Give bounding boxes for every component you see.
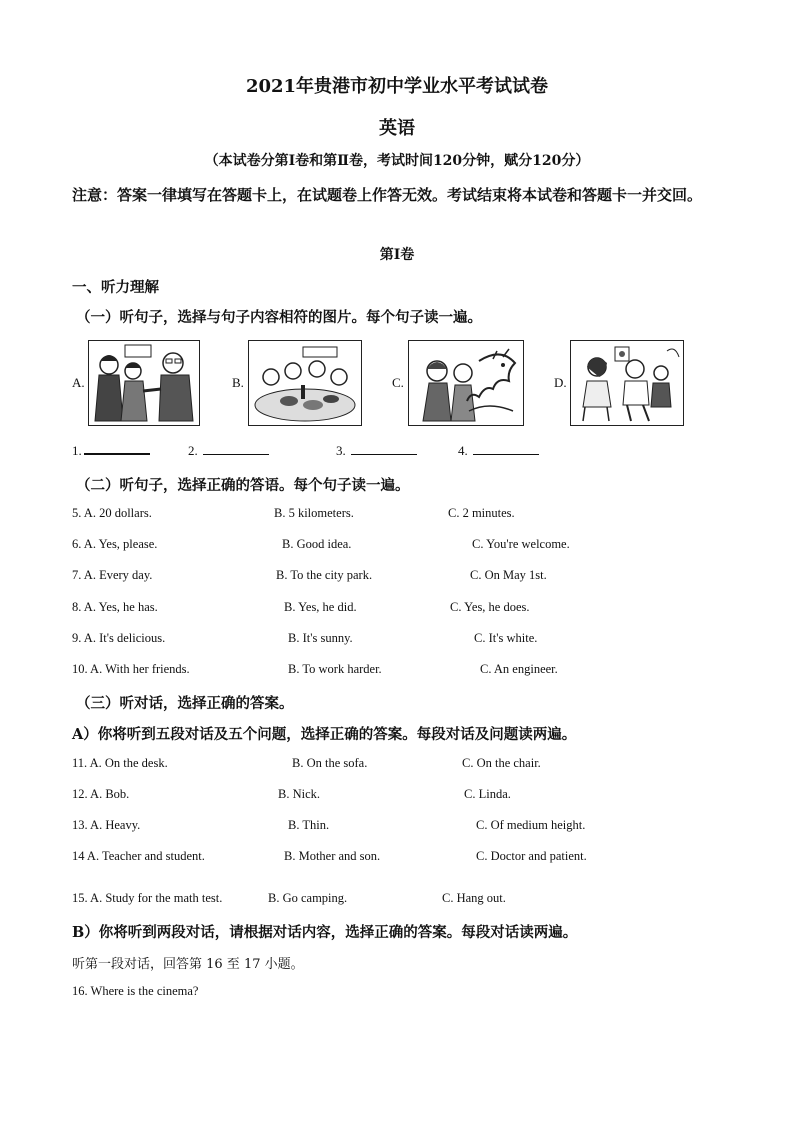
exam-notice: 注意：答案一律填写在答题卡上，在试题卷上作答无效。考试结束将本试卷和答题卡一并交回。 bbox=[72, 186, 703, 204]
question-15-option-b[interactable]: B. Go camping. bbox=[268, 891, 348, 905]
question-5-option-c[interactable]: C. 2 minutes. bbox=[448, 506, 515, 520]
question-6-option-c[interactable]: C. You're welcome. bbox=[472, 537, 570, 551]
volume-title: 第Ⅰ卷 bbox=[379, 247, 415, 263]
dialogue-1-instructions: 听第一段对话，回答第 16 至 17 小题。 bbox=[72, 957, 304, 972]
picture-label-d: D. bbox=[554, 375, 567, 390]
question-7-option-b[interactable]: B. To the city park. bbox=[276, 568, 373, 582]
blank-3[interactable]: 3. bbox=[336, 443, 417, 459]
part3-heading: （三）听对话，选择正确的答案。 bbox=[76, 695, 294, 712]
question-5-option-b[interactable]: B. 5 kilometers. bbox=[274, 506, 354, 520]
question-8-option-b[interactable]: B. Yes, he did. bbox=[284, 600, 357, 614]
subject-title: 英语 bbox=[379, 118, 415, 139]
question-14-option-b[interactable]: B. Mother and son. bbox=[284, 849, 381, 863]
question-15-option-a[interactable]: 15. A. Study for the math test. bbox=[72, 891, 223, 905]
section-a-instructions: A）你将听到五段对话及五个问题，选择正确的答案。每段对话及问题读两遍。 bbox=[72, 726, 577, 743]
family-dinner-icon bbox=[248, 340, 362, 426]
question-9-option-b[interactable]: B. It's sunny. bbox=[288, 631, 353, 645]
question-16: 16. Where is the cinema? bbox=[72, 984, 199, 998]
picture-label-c: C. bbox=[392, 375, 404, 390]
question-8-option-c[interactable]: C. Yes, he does. bbox=[450, 600, 530, 614]
blank-4[interactable]: 4. bbox=[458, 443, 539, 459]
exam-title: 2021年贵港市初中学业水平考试试卷 bbox=[245, 76, 549, 97]
question-7-option-a[interactable]: 7. A. Every day. bbox=[72, 568, 153, 582]
question-13-option-c[interactable]: C. Of medium height. bbox=[476, 818, 586, 832]
question-5-option-a[interactable]: 5. A. 20 dollars. bbox=[72, 506, 152, 520]
question-8-option-a[interactable]: 8. A. Yes, he has. bbox=[72, 600, 158, 614]
question-6-option-a[interactable]: 6. A. Yes, please. bbox=[72, 537, 158, 551]
question-13-option-b[interactable]: B. Thin. bbox=[288, 818, 330, 832]
question-12-option-c[interactable]: C. Linda. bbox=[464, 787, 511, 801]
question-10-option-c[interactable]: C. An engineer. bbox=[480, 662, 558, 676]
question-9-option-a[interactable]: 9. A. It's delicious. bbox=[72, 631, 166, 645]
question-9-option-c[interactable]: C. It's white. bbox=[474, 631, 538, 645]
question-15-option-c[interactable]: C. Hang out. bbox=[442, 891, 506, 905]
people-handshake-icon bbox=[88, 340, 200, 426]
people-talking-icon bbox=[570, 340, 684, 426]
dragon-dance-icon bbox=[408, 340, 524, 426]
question-14-option-a[interactable]: 14 A. Teacher and student. bbox=[72, 849, 205, 863]
picture-label-a: A. bbox=[72, 375, 85, 390]
picture-label-b: B. bbox=[232, 375, 244, 390]
question-11-option-a[interactable]: 11. A. On the desk. bbox=[72, 756, 168, 770]
part1-heading: （一）听句子，选择与句子内容相符的图片。每个句子读一遍。 bbox=[76, 309, 482, 326]
blank-1[interactable]: 1. bbox=[72, 443, 150, 459]
question-7-option-c[interactable]: C. On May 1st. bbox=[470, 568, 547, 582]
question-6-option-b[interactable]: B. Good idea. bbox=[282, 537, 352, 551]
section-b-instructions: B）你将听到两段对话，请根据对话内容，选择正确的答案。每段对话读两遍。 bbox=[72, 924, 578, 941]
exam-note: （本试卷分第Ⅰ卷和第Ⅱ卷，考试时间120分钟，赋分120分） bbox=[204, 153, 590, 169]
question-11-option-c[interactable]: C. On the chair. bbox=[462, 756, 541, 770]
blank-2[interactable]: 2. bbox=[188, 443, 269, 459]
part2-heading: （二）听句子，选择正确的答语。每个句子读一遍。 bbox=[76, 477, 410, 494]
question-13-option-a[interactable]: 13. A. Heavy. bbox=[72, 818, 141, 832]
question-10-option-a[interactable]: 10. A. With her friends. bbox=[72, 662, 190, 676]
question-12-option-a[interactable]: 12. A. Bob. bbox=[72, 787, 130, 801]
question-12-option-b[interactable]: B. Nick. bbox=[278, 787, 321, 801]
question-10-option-b[interactable]: B. To work harder. bbox=[288, 662, 382, 676]
section-heading: 一、听力理解 bbox=[72, 279, 159, 296]
question-11-option-b[interactable]: B. On the sofa. bbox=[292, 756, 368, 770]
question-14-option-c[interactable]: C. Doctor and patient. bbox=[476, 849, 587, 863]
